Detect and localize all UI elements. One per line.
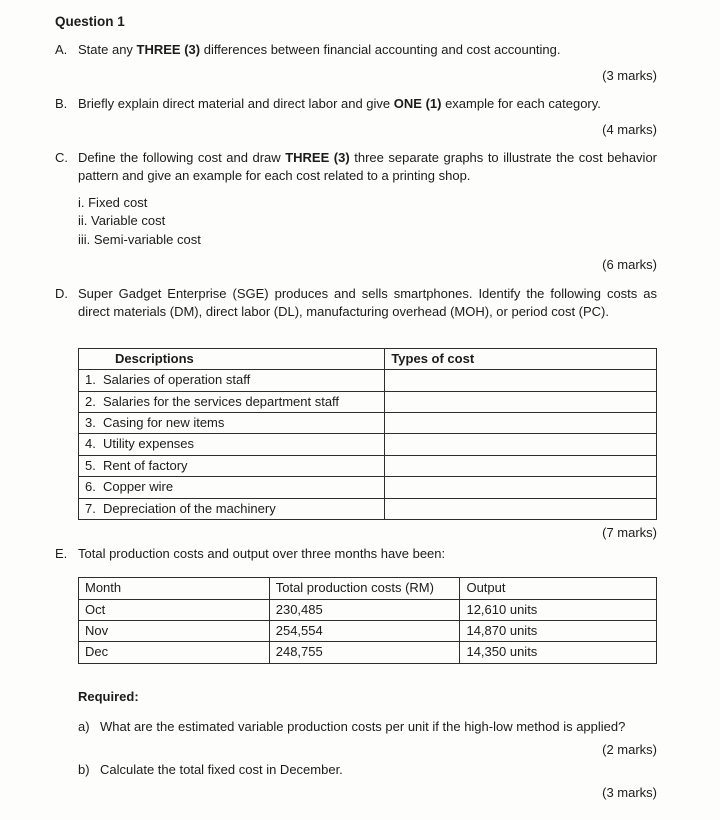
table-header-costs: Total production costs (RM)	[269, 578, 460, 599]
cell-desc	[79, 455, 385, 476]
item-e-text: Total production costs and output over three months have been:	[78, 545, 446, 561]
production-costs-table-wrap	[78, 577, 657, 664]
marks-a: (3 marks)	[602, 67, 657, 83]
table-row	[79, 412, 657, 433]
subitem-a-label: a)	[78, 719, 90, 735]
row-number: 3.	[85, 414, 96, 430]
item-c-text	[78, 149, 657, 186]
row-number: 5.	[85, 457, 96, 473]
question-item-a	[55, 41, 657, 59]
cell-output: 14,870 units	[460, 621, 657, 642]
table-row	[79, 477, 657, 498]
row-number: 7.	[85, 500, 96, 516]
cost-classification-table-wrap	[78, 348, 657, 521]
row-description: Salaries of operation staff	[103, 372, 251, 388]
table-row	[79, 455, 657, 476]
question-item-d	[55, 285, 657, 322]
marks-c: (6 marks)	[602, 257, 657, 273]
cost-classification-table	[78, 348, 657, 521]
item-c-text-part2: three separate graphs to illustrate the cost behavior pattern and give an example for each cost related to a printing shop.	[78, 149, 657, 184]
question-subitem-b	[78, 761, 657, 779]
cell-desc	[79, 498, 385, 519]
cell-type	[385, 498, 657, 519]
table-header-types: Types of cost	[385, 348, 657, 369]
cell-type	[385, 370, 657, 391]
item-b-label: B.	[55, 96, 68, 112]
item-b-text	[78, 95, 657, 113]
marks-b: (4 marks)	[602, 121, 657, 137]
cell-month: Oct	[79, 599, 270, 620]
item-a-text-part1: State any	[78, 42, 137, 58]
row-number: 6.	[85, 479, 96, 495]
row-description: Casing for new items	[103, 414, 225, 430]
item-a-label: A.	[55, 42, 68, 58]
table-header-output: Output	[460, 578, 657, 599]
cell-output: 14,350 units	[460, 642, 657, 663]
table-header-descriptions: Descriptions	[79, 348, 385, 369]
item-a-text	[78, 41, 657, 59]
cell-type	[385, 477, 657, 498]
question-title: Question 1	[55, 14, 125, 29]
marks-e-b: (3 marks)	[602, 784, 657, 800]
row-description: Salaries for the services department staff	[103, 393, 340, 409]
cost-type-list	[78, 194, 657, 249]
item-b-bold: ONE (1)	[393, 96, 442, 112]
table-header-row	[79, 348, 657, 369]
item-b-text-part1: Briefly explain direct material and direct labor and give	[78, 96, 394, 112]
production-costs-table	[78, 577, 657, 664]
cell-desc	[79, 370, 385, 391]
row-description: Copper wire	[103, 479, 174, 495]
cell-month: Nov	[79, 621, 270, 642]
cost-type-item-semivariable: iii. Semi-variable cost	[78, 231, 201, 247]
required-label: Required:	[78, 688, 139, 704]
cell-desc	[79, 434, 385, 455]
row-description: Depreciation of the machinery	[103, 500, 276, 516]
row-number: 2.	[85, 393, 96, 409]
cell-desc	[79, 391, 385, 412]
cost-type-item-variable: ii. Variable cost	[78, 213, 166, 229]
item-d-text: Super Gadget Enterprise (SGE) produces and sells smartphones. Identify the following costs as direct materials (DM), direct labor (DL), manufacturing overhead (MOH), or period cost (PC).	[78, 285, 657, 320]
cell-cost: 254,554	[269, 621, 460, 642]
table-row	[79, 599, 657, 620]
item-c-text-part1: Define the following cost and draw	[78, 149, 286, 165]
subitem-a-text: What are the estimated variable production costs per unit if the high-low method is applied?	[100, 719, 626, 735]
item-a-text-part2: differences between financial accounting and cost accounting.	[200, 42, 561, 58]
cell-cost: 248,755	[269, 642, 460, 663]
cell-type	[385, 455, 657, 476]
cell-desc	[79, 477, 385, 498]
cell-cost: 230,485	[269, 599, 460, 620]
item-c-bold: THREE (3)	[285, 149, 350, 165]
item-a-bold: THREE (3)	[136, 42, 201, 58]
cell-month: Dec	[79, 642, 270, 663]
cell-type	[385, 434, 657, 455]
row-number: 1.	[85, 372, 96, 388]
subitem-b-label: b)	[78, 762, 90, 778]
table-row	[79, 434, 657, 455]
row-description: Rent of factory	[103, 457, 188, 473]
question-item-c	[55, 149, 657, 186]
table-row	[79, 621, 657, 642]
item-d-label: D.	[55, 285, 68, 301]
item-b-text-part2: example for each category.	[441, 96, 601, 112]
question-item-b	[55, 95, 657, 113]
cell-output: 12,610 units	[460, 599, 657, 620]
table-header-row	[79, 578, 657, 599]
item-c-label: C.	[55, 149, 68, 165]
question-item-e	[55, 545, 657, 563]
cost-type-item-fixed: i. Fixed cost	[78, 194, 148, 210]
table-row	[79, 370, 657, 391]
table-row	[79, 391, 657, 412]
cell-type	[385, 391, 657, 412]
table-row	[79, 642, 657, 663]
question-subitem-a	[78, 718, 657, 736]
subitem-b-text: Calculate the total fixed cost in December.	[100, 762, 343, 778]
cell-desc	[79, 412, 385, 433]
table-row	[79, 498, 657, 519]
row-number: 4.	[85, 436, 96, 452]
row-description: Utility expenses	[103, 436, 195, 452]
table-header-month: Month	[79, 578, 270, 599]
cell-type	[385, 412, 657, 433]
marks-d: (7 marks)	[602, 525, 657, 541]
marks-e-a: (2 marks)	[602, 741, 657, 757]
item-e-label: E.	[55, 545, 68, 561]
